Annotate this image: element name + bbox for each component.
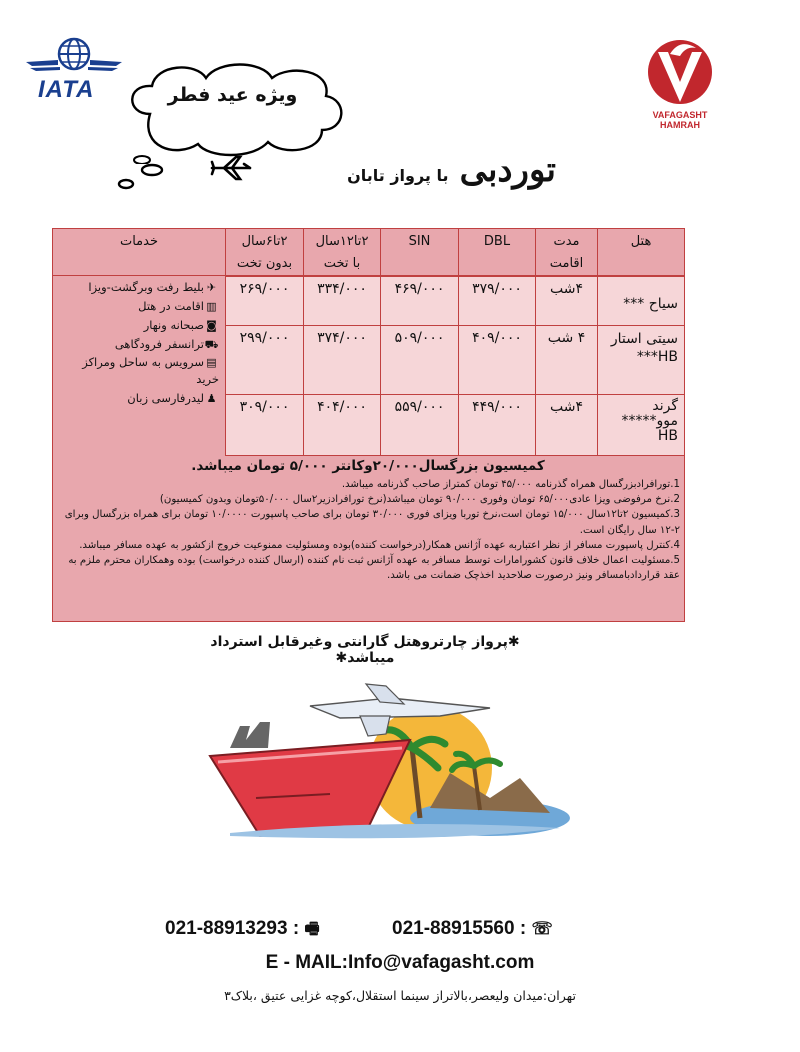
iata-wordmark: IATA xyxy=(38,76,95,103)
iata-logo xyxy=(24,36,124,106)
price-sin: ۵۵۹/۰۰۰ xyxy=(380,394,459,456)
v-brand-icon xyxy=(640,36,720,110)
header-stay: مدت اقامت xyxy=(535,228,598,276)
fax-number[interactable]: 021-88913293 : xyxy=(165,918,300,939)
price-sin: ۵۰۹/۰۰۰ xyxy=(380,325,459,395)
note-item: 4.کنترل پاسپورت مسافر از نظر اعتباربه عهده آژانس همکار(درخواست کننده)بوده ومسئولیت ممنوعیت خروج ازکشور به عهده مسافر میباشد. xyxy=(79,539,680,551)
note-item: 2.نرخ مرفوضی ویزا عادی۶۵/۰۰۰ تومان وفوری ۹۰/۰۰۰ تومان میباشد(نرخ تورافرادزیر۲سال ۵۰/۰۰۰تومان وبدون کمیسیون) xyxy=(159,494,680,506)
stay-nights: ۴شب xyxy=(535,394,598,456)
bus-icon: ▤ xyxy=(206,356,217,369)
vafagasht-logo xyxy=(640,36,720,136)
email-line[interactable]: E - MAIL:Info@vafagasht.com xyxy=(265,952,535,973)
price-child-nobed: ۳۰۹/۰۰۰ xyxy=(225,394,304,456)
service-item: ▥اقامت در هتل xyxy=(52,297,219,316)
service-item: ◙صبحانه ونهار xyxy=(52,316,219,335)
header-dbl: DBL xyxy=(458,228,536,276)
vafagasht-wordmark: VAFAGASHT HAMRAH xyxy=(652,110,708,130)
hotel-icon: ▥ xyxy=(206,300,217,313)
globe-wings-icon xyxy=(24,36,124,80)
ship-palm-plane-illustration xyxy=(190,678,580,843)
hotel-name: گرند موو***** HB xyxy=(597,394,685,456)
breakfast-icon: ◙ xyxy=(206,319,217,332)
cloud-caption: ویژه عید فطر xyxy=(167,84,298,106)
header-hotel: هتل xyxy=(597,228,685,276)
fax-icon: 🖷 xyxy=(304,921,320,938)
service-item: ✈بلیط رفت وبرگشت-ویزا xyxy=(52,278,219,297)
note-item: 1.تورافرادبزرگسال همراه گذرنامه ۴۵/۰۰۰ تومان کمتراز صاحب گذرنامه میباشد. xyxy=(341,479,680,490)
phone-icon: ☏ xyxy=(531,919,553,938)
asterisk-icon: ✱ xyxy=(507,634,520,650)
stay-nights: ۴شب xyxy=(535,276,598,326)
price-sin: ۴۶۹/۰۰۰ xyxy=(380,276,459,326)
header-child-bed: ۲تا۱۲سال با تخت xyxy=(303,228,381,276)
page-title xyxy=(246,150,556,190)
header-child-nobed: ۲تا۶سال بدون تخت xyxy=(225,228,304,276)
title-sub: با پرواز تابان xyxy=(347,166,449,185)
price-dbl: ۳۷۹/۰۰۰ xyxy=(458,276,536,326)
price-child-bed: ۳۳۴/۰۰۰ xyxy=(303,276,381,326)
asterisk-icon: ✱ xyxy=(335,650,348,666)
airplane-icon: ✈ xyxy=(206,281,217,294)
price-dbl: ۴۴۹/۰۰۰ xyxy=(458,394,536,456)
phone-number[interactable]: 021-88915560 : xyxy=(392,918,527,939)
price-child-bed: ۳۷۴/۰۰۰ xyxy=(303,325,381,395)
service-item: ♟لیدرفارسی زبان xyxy=(52,389,219,408)
commission-note: کمیسیون بزرگسال۲۰/۰۰۰وکانتر ۵/۰۰۰ تومان میباشد. xyxy=(191,458,545,474)
service-item: ⛟ترانسفر فرودگاهی xyxy=(52,335,219,354)
guarantee-note: ✱پرواز چارتروهتل گارانتی وغیرقابل استرداد میباشد✱ xyxy=(210,634,520,666)
services-list xyxy=(52,276,225,456)
price-dbl: ۴۰۹/۰۰۰ xyxy=(458,325,536,395)
stay-nights: ۴ شب xyxy=(535,325,598,395)
note-item: 3.کمیسیون ۲تا۱۲سال ۱۵/۰۰۰ تومان است،نرخ توربا ویزای فوری ۳۰/۰۰۰ تومان برای صاحب پاسپورت ۱۰/۰۰۰۰ تومان برای همراه بزرگسال وبرای ۲-۱۲ سال رایگان است. xyxy=(64,509,680,536)
price-child-nobed: ۲۶۹/۰۰۰ xyxy=(225,276,304,326)
price-child-bed: ۴۰۴/۰۰۰ xyxy=(303,394,381,456)
price-child-nobed: ۲۹۹/۰۰۰ xyxy=(225,325,304,395)
header-sin: SIN xyxy=(380,228,459,276)
fax-contact xyxy=(165,918,320,945)
guide-icon: ♟ xyxy=(206,392,217,405)
hotel-name: سیتی استار HB*** xyxy=(597,325,685,395)
address-line: تهران:میدان ولیعصر،بالاتراز سینما استقلال،کوچه غزایی عتیق ،بلاک۳ xyxy=(224,988,576,1003)
transfer-icon: ⛟ xyxy=(204,338,219,351)
phone-contact xyxy=(392,918,553,940)
hotel-name: سیاح *** xyxy=(597,276,685,326)
header-services: خدمات xyxy=(52,228,226,276)
note-item: 5.مسئولیت اعمال خلاف قانون کشورامارات توسط مسافر به عهده آژانس ثبت نام کننده (ارسال کننده درخواست) بوده وهمکاران محترم ملزم به عقد قراردادبامسافر ونیز درصورت صلاحدید اخذچک ضمانت می باشد. xyxy=(68,555,680,582)
terms-notes xyxy=(56,458,680,583)
thought-bubbles xyxy=(112,160,172,194)
service-item: ▤سرویس به ساحل ومراکز خرید xyxy=(82,355,219,386)
thought-cloud-shape xyxy=(112,56,352,164)
title-main: توردبی xyxy=(459,150,556,190)
